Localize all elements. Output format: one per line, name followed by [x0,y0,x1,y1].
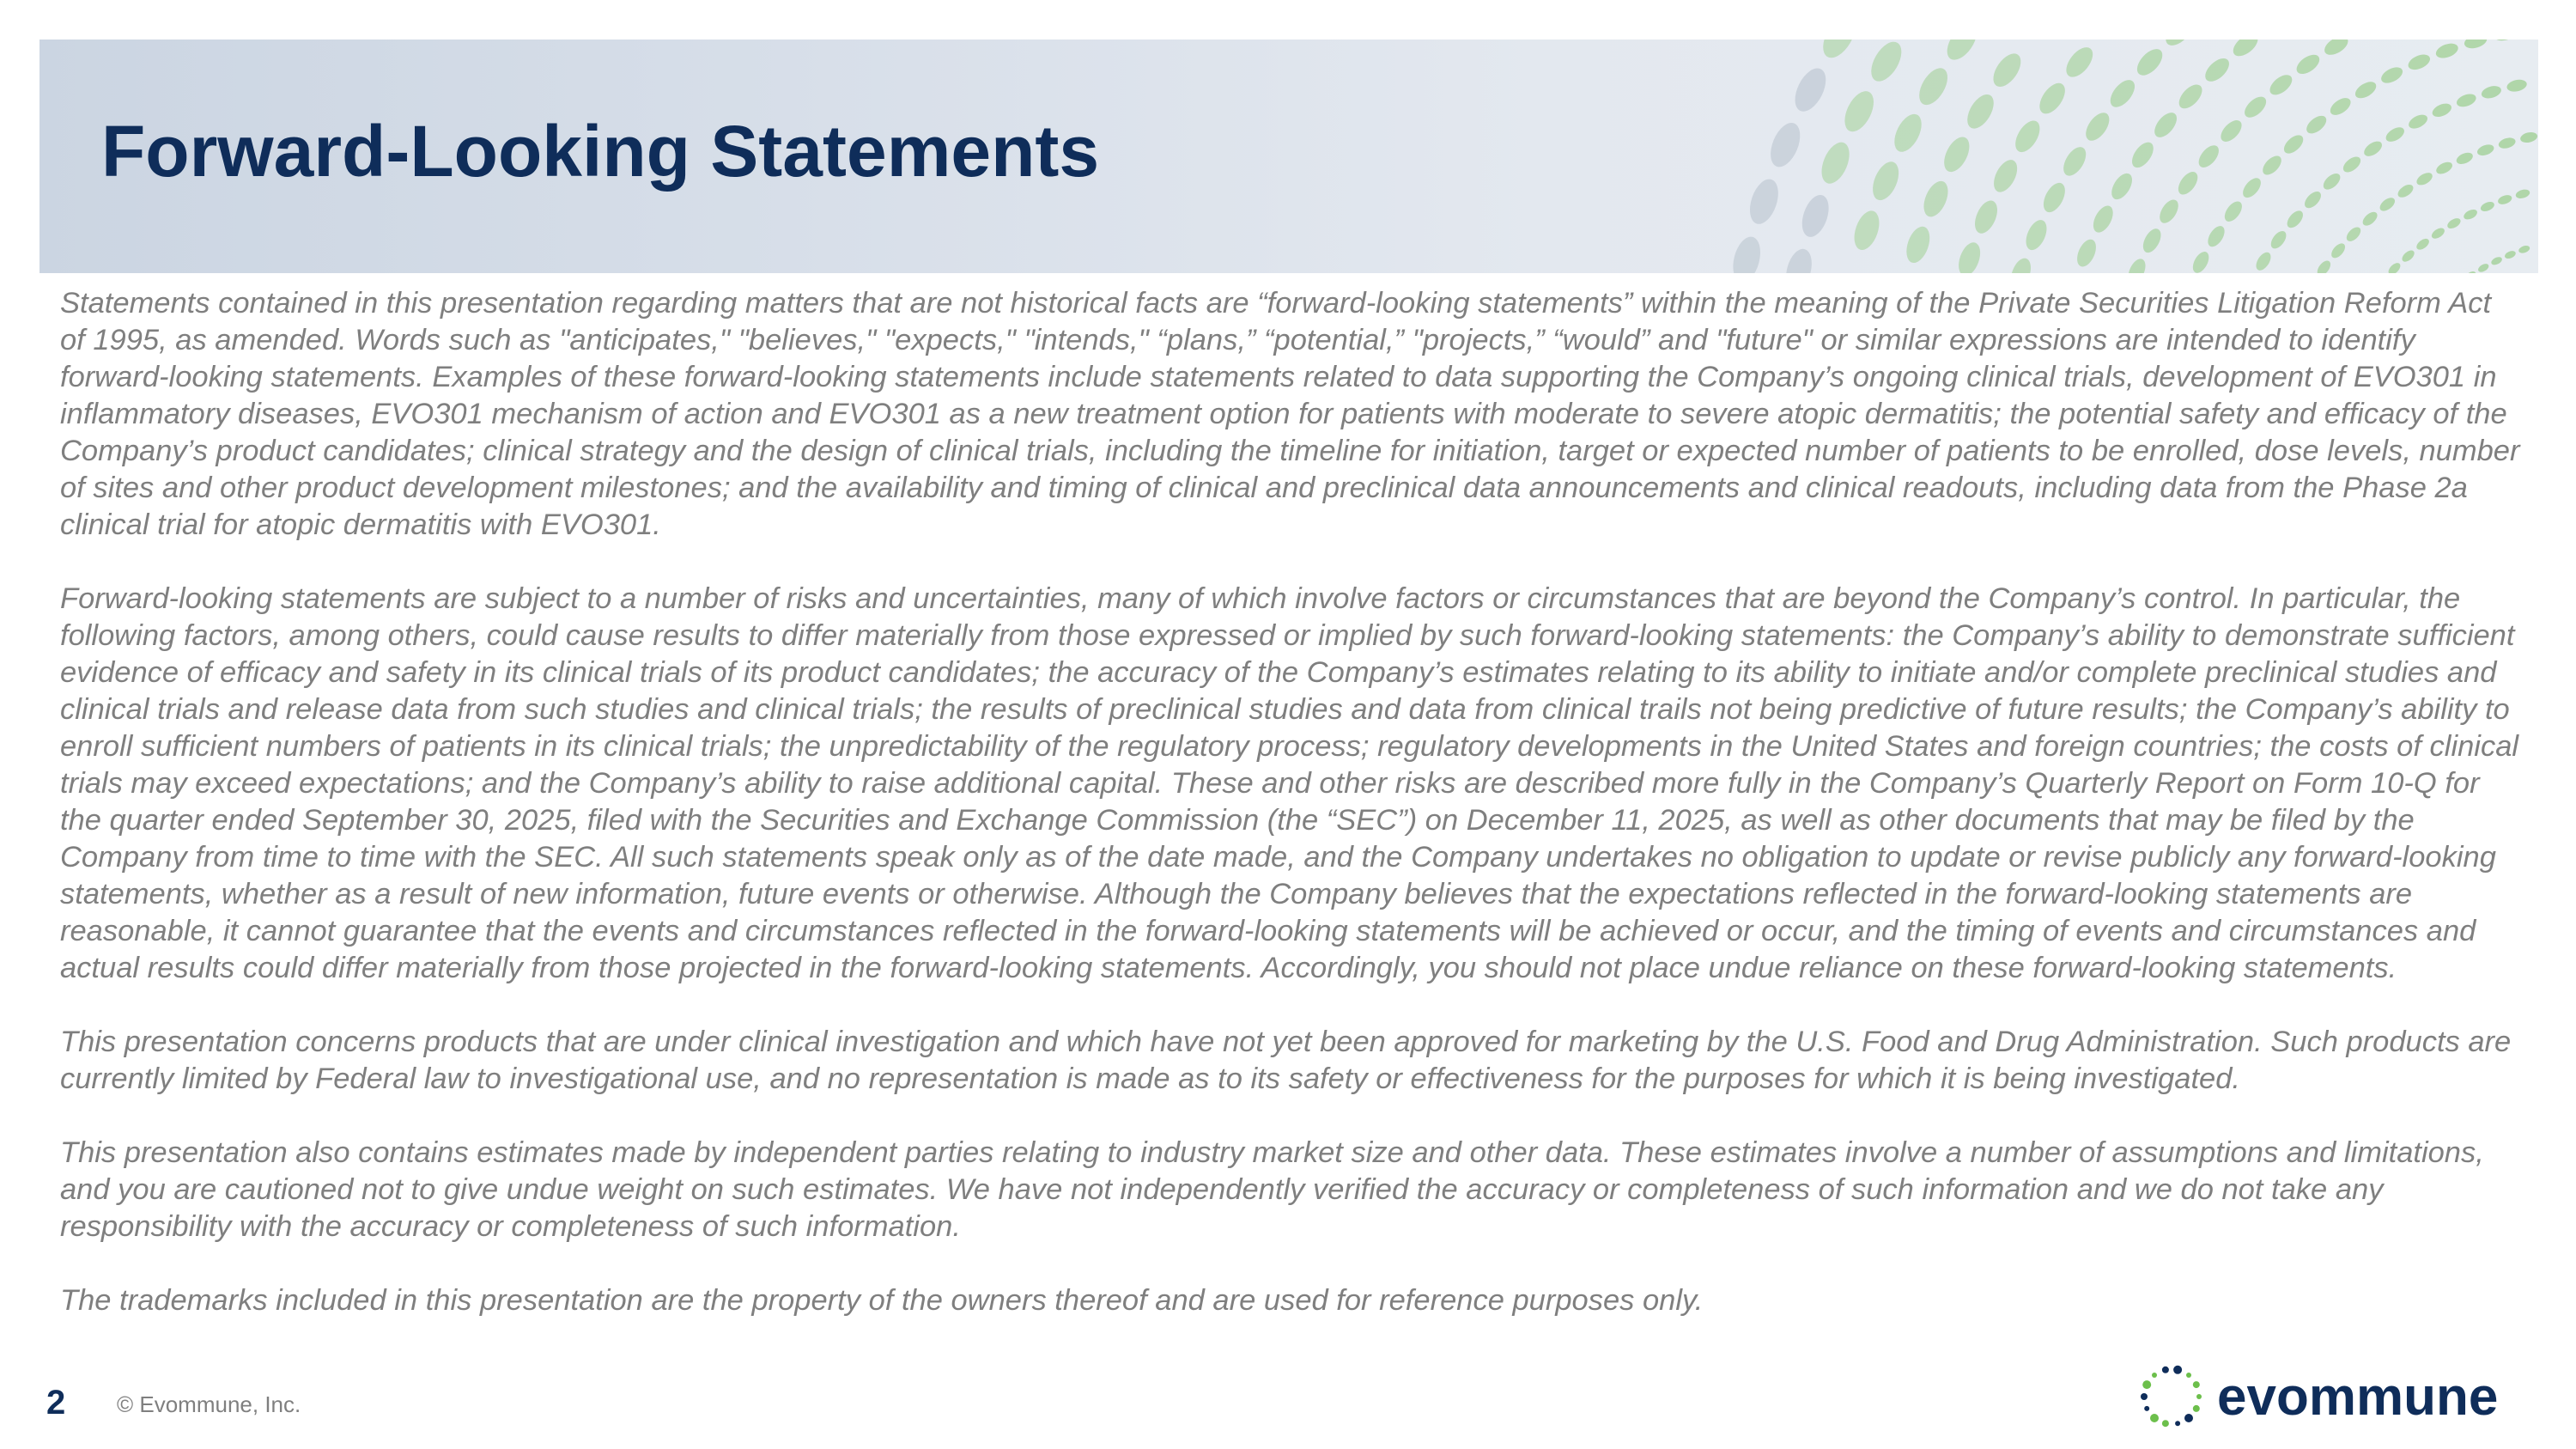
decorative-dot [1919,178,1953,221]
decorative-dot [2293,51,2324,77]
decorative-dot [2174,168,2201,198]
decorative-dot [2344,225,2363,244]
decorative-dot [2281,131,2306,156]
decorative-dot [1971,198,2002,237]
decorative-dot [2221,198,2245,225]
logo-dot [2150,1414,2159,1422]
decorative-dot [1913,64,1953,110]
company-logo [2135,1362,2498,1431]
paragraph-forward-looking: Statements contained in this presentation regarding matters that are not historical facts are “forward-looking statements” within the meaning of the Private Securities Litigation Reform Act of 1995, as amended. Words such as "anticipates," "believes," "expects," "intends," “plans,” “potential,” "projects,” “would” and "future" or similar expressions are intended to identify forward-looking statements. Examples of these forward-looking statements include statements related to data supporting the Company’s ongoing clinical trials, development of EVO301 in inflammatory diseases, EVO301 mechanism of action and EVO301 as a new treatment option for patients with moderate to severe atopic dermatitis; the potential safety and efficacy of the Company’s product candidates; clinical strategy and the design of clinical trials, including the timeline for initiation, target or expected number of patients to be enrolled, dose levels, number of sites and other product development milestones; and the availability and timing of clinical and preclinical data announcements and clinical readouts, including data from the Phase 2a clinical trial for atopic dermatitis with EVO301. [60,287,2520,541]
decorative-dot [2434,160,2454,176]
decorative-dot [1817,40,1862,64]
decorative-dot [2430,226,2446,240]
decorative-dot [2132,45,2166,80]
decorative-dot [2360,210,2380,228]
decorative-dot [1816,138,1855,188]
decorative-dot [2105,76,2139,112]
decorative-dot [1728,234,1765,273]
decorative-dot [2434,40,2461,60]
decorative-dot [1865,40,1908,87]
decorative-dot [2229,40,2262,60]
decorative-dot [2034,79,2069,119]
decorative-dot [1939,133,1974,176]
decorative-dot [2302,189,2324,211]
logo-dot [2175,1421,2180,1426]
decorative-dot [2161,40,2196,50]
decorative-dot [2061,43,2098,82]
decorative-dot [2480,84,2502,100]
decorative-dot [2081,108,2114,144]
decorative-dot [2321,40,2351,58]
decorative-dot [2022,216,2051,253]
decorative-dot [2329,241,2348,261]
decorative-dot [2039,180,2069,216]
decorative-dot [2089,203,2117,236]
decorative-dot [1868,158,1904,204]
decorative-dot [2128,138,2158,171]
decorative-dot [2407,112,2430,131]
decorative-dot [1850,208,1884,253]
decorative-dot [2379,64,2405,87]
decorative-dot [1902,223,1934,265]
decorative-dot [2140,226,2165,256]
decorative-dot [2201,54,2233,86]
decorative-dot [1838,87,1879,137]
logo-dot [2193,1405,2200,1412]
decorative-dot [1797,192,1833,240]
decorative-dot [2190,249,2212,273]
logo-dot [2141,1393,2148,1400]
decorative-dot [2479,200,2495,213]
decorative-dot [2504,249,2517,259]
decorative-dot [1765,119,1806,171]
decorative-dot [2497,193,2513,206]
decorative-dot [2059,143,2091,180]
decorative-dot [2384,125,2407,144]
paragraph-estimates: This presentation also contains estimates made by independent parties relating to industry market size and other data. These estimates involve a number of assumptions and limitations, and you are cautioned not to give undue weight on such estimates. We have not independently verified the accuracy or completeness of such information and we do not take any responsibility with the accuracy or completeness of such information. [60,1136,2484,1243]
logo-wordmark: evommune [2217,1367,2499,1427]
page-title: Forward-Looking Statements [101,111,1100,192]
decorative-dot [2241,93,2270,121]
logo-dot [2162,1367,2169,1373]
decorative-dot [2455,92,2478,109]
decorative-dot [2462,208,2478,222]
decorative-dot [1782,246,1816,273]
paragraph-risks: Forward-looking statements are subject to a number of risks and uncertainties, many of which involve factors or circumstances that are beyond the Company’s control. In particular, the following factors, among others, could cause results to differ materially from those expressed or implied by such forward-looking statements: the Company’s ability to demonstrate sufficient evidence of efficacy and safety in its clinical trials of its product candidates; the accuracy of the Company’s estimates relating to its ability to initiate and/or complete preclinical studies and clinical trials and release data from such studies and clinical trials; the results of preclinical studies and data from clinical trails not being predictive of future results; the Company’s ability to enroll sufficient numbers of patients in its clinical trials; the unpredictability of the regulatory process; regulatory developments in the United States and foreign countries; the costs of clinical trials may exceed expectations; and the Company’s ability to raise additional capital. These and other risks are described more fully in the Company’s Quarterly Report on Form 10-Q for the quarter ended September 30, 2025, filed with the Securities and Exchange Commission (the “SEC”) on December 11, 2025, as well as other documents that may be filed by the Company from time to time with the SEC. All such statements speak only as of the date made, and the Company undertakes no obligation to update or revise publicly any forward-looking statements, whether as a result of new information, future events or otherwise. Although the Company believes that the expectations reflected in the forward-looking statements are reasonable, it cannot guarantee that the events and circumstances reflected in the forward-looking statements will be achieved or occur, and the timing of events and circumstances and actual results could differ materially from those projected in the forward-looking statements. Accordingly, you should not place undue reliance on these forward-looking statements. [60,582,2519,984]
decorative-dot [2361,138,2385,159]
decorative-dot [2492,40,2518,43]
disclaimer-body [60,285,2523,1319]
decorative-dot [2476,143,2495,158]
decorative-dot [1954,240,1984,273]
decorative-dot [2400,248,2416,264]
decorative-dot [2150,109,2181,142]
decorative-dot [2515,188,2531,200]
decorative-dot [2415,170,2434,187]
decorative-dot [2239,175,2264,201]
decorative-dot [2010,117,2044,156]
decorative-dot [2327,94,2354,119]
decorative-dot [2464,270,2477,273]
dotted-ring-icon [2135,1362,2208,1431]
decorative-dot [2195,142,2222,171]
decorative-dot [2175,81,2207,113]
decorative-dot [2320,170,2342,192]
decorative-dot [2518,244,2530,254]
decorative-dot [2266,71,2295,99]
decorative-dot [1962,90,1999,133]
decorative-dot [2406,52,2433,73]
decorative-dot [2074,236,2100,269]
decorative-dot [2107,170,2136,204]
decorative-dot [1989,156,2021,196]
decorative-dot [1889,110,1927,156]
decorative-dot [2506,78,2528,94]
decorative-dot [2386,261,2403,273]
decorative-dot [2156,197,2182,227]
page-number: 2 [46,1384,66,1422]
decorative-dot [1941,40,1983,65]
decorative-dot [2268,228,2289,252]
decorative-dot [2430,101,2453,120]
copyright-notice: © Evommune, Inc. [117,1391,301,1417]
decorative-dot [2008,256,2035,273]
paragraph-clinical-investigation: This presentation concerns products that are under clinical investigation and which have not yet been approved for marketing by the U.S. Food and Drug Administration. Such products are currently limited by Federal law to investigational use, and no representation is made as to its safety or effectiveness for the purposes for which it is being investigated. [60,1026,2512,1095]
decorative-dot [2519,131,2538,144]
decorative-dot [2341,154,2364,175]
decorative-dot [2378,195,2397,213]
paragraph-trademarks: The trademarks included in this presentation are the property of the owners thereof and are used for reference purposes only. [60,1284,1704,1317]
decorative-dot [2445,216,2462,231]
logo-dot [2193,1381,2200,1388]
decorative-dot [1988,49,2026,92]
decorative-dot [2284,208,2306,231]
logo-dot [2142,1380,2151,1389]
decorative-dot [2497,136,2517,150]
decorative-dot [2455,150,2475,167]
decorative-dot [2415,236,2431,252]
decorative-dot [2463,40,2488,51]
logo-dot [2196,1394,2202,1399]
decorative-dot [2353,78,2379,101]
decorative-dot [1789,64,1832,117]
decorative-dot [2303,113,2329,137]
decorative-dot [2396,182,2415,200]
decorative-dot [2315,259,2333,273]
decorative-dot [2253,250,2274,273]
logo-dot [2186,1373,2191,1378]
decorative-dot [2490,255,2503,266]
decorative-dot [2217,117,2245,146]
decorative-dot [2476,262,2490,273]
decorative-dot [2204,223,2227,250]
logo-dot [2144,1406,2149,1411]
logo-dot [2173,1366,2182,1374]
decorative-dot [2259,153,2285,179]
logo-dot [2184,1414,2193,1422]
decorative-dot [2125,256,2149,273]
logo-dot [2152,1373,2157,1378]
logo-dot [2162,1420,2169,1427]
decorative-dot [1745,175,1783,228]
